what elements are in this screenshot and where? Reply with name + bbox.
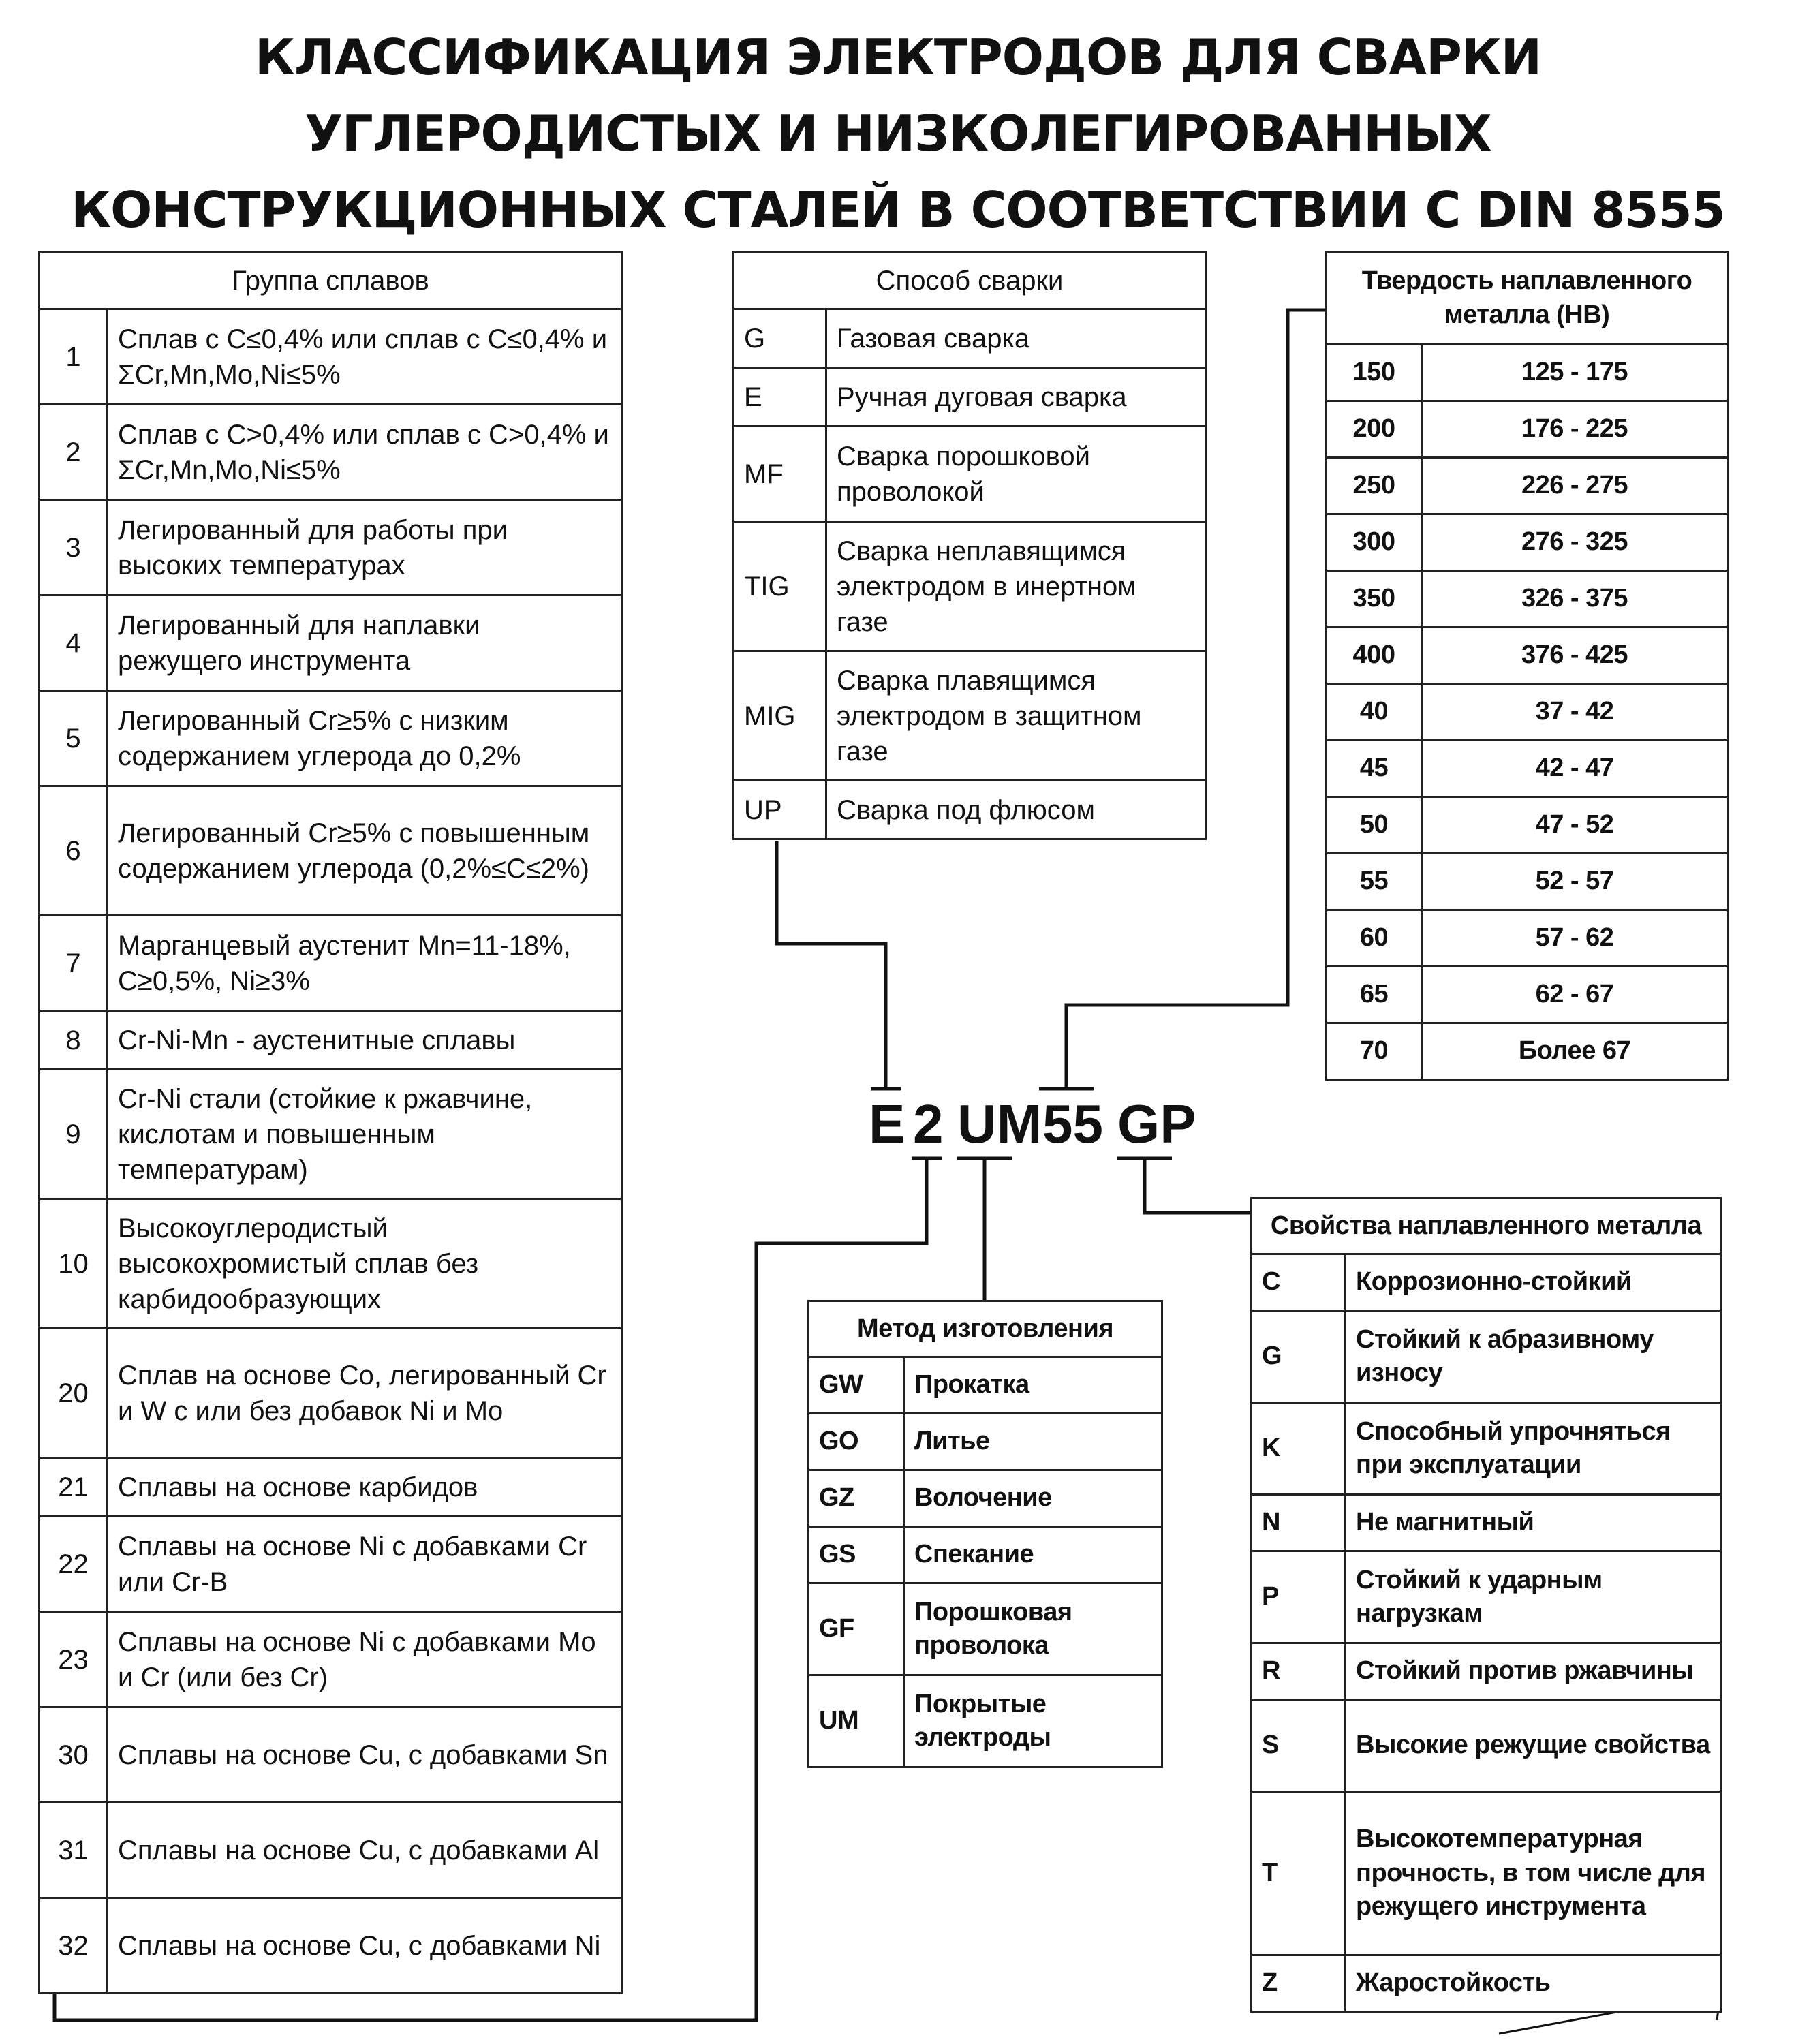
method-row-desc: Ручная дуговая сварка (826, 368, 1206, 427)
alloy-row (40, 1707, 622, 1803)
hardness-row (1327, 967, 1728, 1023)
hardness-row-code: 150 (1327, 345, 1422, 401)
alloy-row-desc: Сплав с C≤0,4% или сплав с C≤0,4% и ΣCr,Mn,Mo,Ni≤5% (108, 309, 622, 405)
method-row-desc: Сварка под флюсом (826, 781, 1206, 839)
alloy-row-desc: Сплавы на основе Ni с добавками Mo и Cr (или без Cr) (108, 1612, 622, 1707)
properties-table (1250, 1197, 1722, 2013)
method-row (734, 781, 1206, 839)
manufacture-row-code: GS (809, 1527, 904, 1583)
connector-properties (1145, 1158, 1250, 1213)
alloy-row-code: 1 (40, 309, 108, 405)
properties-row-code: T (1252, 1792, 1346, 1955)
hardness-row-code: 55 (1327, 854, 1422, 910)
hardness-row (1327, 910, 1728, 967)
alloy-row-code: 22 (40, 1517, 108, 1612)
properties-row (1252, 1700, 1721, 1792)
method-row-desc: Сварка порошковой проволокой (826, 427, 1206, 522)
alloy-row-desc: Легированный Cr≥5% с повышенным содержанием углерода (0,2%≤C≤2%) (108, 786, 622, 916)
manufacture-row-desc: Порошковая проволока (904, 1583, 1162, 1675)
manufacture-row-code: UM (809, 1675, 904, 1767)
alloy-row (40, 1898, 622, 1994)
hardness-row-code: 70 (1327, 1023, 1422, 1080)
manufacture-row (809, 1470, 1162, 1527)
manufacture-header: Метод изготовления (809, 1301, 1162, 1357)
alloy-group-header: Группа сплавов (40, 252, 622, 309)
properties-row (1252, 1643, 1721, 1700)
hardness-row-code: 40 (1327, 684, 1422, 741)
manufacture-row-desc: Прокатка (904, 1357, 1162, 1414)
hardness-row (1327, 458, 1728, 514)
alloy-row-desc: Сплавы на основе Cu, с добавками Al (108, 1803, 622, 1898)
alloy-row-code: 7 (40, 916, 108, 1011)
properties-row-desc: Способный упрочняться при эксплуатации (1346, 1403, 1721, 1495)
code-properties: GP (1117, 1094, 1196, 1154)
manufacture-row (809, 1583, 1162, 1675)
alloy-row-desc: Марганцевый аустенит Mn=11-18%, C≥0,5%, Ni≥3% (108, 916, 622, 1011)
hardness-row-code: 350 (1327, 571, 1422, 628)
properties-row (1252, 1403, 1721, 1495)
hardness-row (1327, 1023, 1728, 1080)
hardness-table (1325, 251, 1729, 1081)
code-manufacture: UM (957, 1094, 1042, 1154)
code-hardness: 55 (1042, 1094, 1103, 1154)
alloy-row (40, 1011, 622, 1070)
manufacture-row (809, 1357, 1162, 1414)
welding-method-header: Способ сварки (734, 252, 1206, 309)
method-row-desc: Газовая сварка (826, 309, 1206, 368)
manufacture-row-desc: Волочение (904, 1470, 1162, 1527)
alloy-row (40, 1070, 622, 1199)
connector-method (777, 841, 886, 1089)
alloy-row (40, 691, 622, 786)
hardness-row (1327, 854, 1728, 910)
manufacture-row-code: GF (809, 1583, 904, 1675)
properties-row (1252, 1311, 1721, 1403)
hardness-row-code: 45 (1327, 741, 1422, 797)
hardness-row (1327, 684, 1728, 741)
manufacture-row-code: GZ (809, 1470, 904, 1527)
code-welding-method: E (869, 1094, 905, 1154)
hardness-row-range: 57 - 62 (1422, 910, 1728, 967)
alloy-row-desc: Высокоуглеродистый высокохромистый сплав без карбидообразующих (108, 1199, 622, 1329)
hardness-row (1327, 741, 1728, 797)
welding-method-table (732, 251, 1207, 840)
properties-row (1252, 1254, 1721, 1311)
alloy-row-code: 3 (40, 500, 108, 595)
method-row-desc: Сварка неплавящимся электродом в инертном газе (826, 522, 1206, 651)
method-row-code: UP (734, 781, 826, 839)
properties-row (1252, 1955, 1721, 2012)
hardness-row-range: 52 - 57 (1422, 854, 1728, 910)
properties-row-desc: Высокие режущие свойства (1346, 1700, 1721, 1792)
method-row (734, 651, 1206, 781)
electrode-code (862, 1094, 1203, 1155)
method-row-code: MIG (734, 651, 826, 781)
hardness-row (1327, 514, 1728, 571)
properties-row-desc: Коррозионно-стойкий (1346, 1254, 1721, 1311)
alloy-row (40, 916, 622, 1011)
method-row-desc: Сварка плавящимся электродом в защитном газе (826, 651, 1206, 781)
alloy-row (40, 500, 622, 595)
alloy-row-code: 23 (40, 1612, 108, 1707)
alloy-row-desc: Легированный Cr≥5% с низким содержанием углерода до 0,2% (108, 691, 622, 786)
alloy-row-desc: Легированный для наплавки режущего инструмента (108, 595, 622, 691)
alloy-row (40, 1517, 622, 1612)
manufacture-row (809, 1527, 1162, 1583)
hardness-header: Твердость наплавленного металла (HB) (1327, 252, 1728, 345)
alloy-row-code: 2 (40, 405, 108, 500)
hardness-row-range: 176 - 225 (1422, 401, 1728, 458)
alloy-row (40, 1458, 622, 1517)
method-row (734, 309, 1206, 368)
alloy-row-desc: Легированный для работы при высоких температурах (108, 500, 622, 595)
alloy-row-code: 4 (40, 595, 108, 691)
alloy-row-desc: Cr-Ni-Mn - аустенитные сплавы (108, 1011, 622, 1070)
manufacture-row (809, 1414, 1162, 1470)
title-line-1: КЛАССИФИКАЦИЯ ЭЛЕКТРОДОВ ДЛЯ СВАРКИ (255, 29, 1541, 86)
hardness-row-code: 65 (1327, 967, 1422, 1023)
properties-row-code: C (1252, 1254, 1346, 1311)
alloy-row-desc: Сплав на основе Co, легированный Cr и W с или без добавок Ni и Mo (108, 1329, 622, 1458)
hardness-row-range: 62 - 67 (1422, 967, 1728, 1023)
alloy-row-desc: Сплавы на основе Cu, с добавками Sn (108, 1707, 622, 1803)
method-row-code: E (734, 368, 826, 427)
properties-row-desc: Не магнитный (1346, 1495, 1721, 1551)
title-line-2: УГЛЕРОДИСТЫХ И НИЗКОЛЕГИРОВАННЫХ (305, 105, 1491, 162)
alloy-row (40, 405, 622, 500)
properties-header: Свойства наплавленного металла (1252, 1198, 1721, 1254)
alloy-row-code: 32 (40, 1898, 108, 1994)
properties-row-code: Z (1252, 1955, 1346, 2012)
hardness-row-code: 300 (1327, 514, 1422, 571)
hardness-row-range: 326 - 375 (1422, 571, 1728, 628)
manufacture-table (807, 1300, 1163, 1768)
hardness-row (1327, 401, 1728, 458)
method-row-code: TIG (734, 522, 826, 651)
properties-row (1252, 1792, 1721, 1955)
method-row-code: G (734, 309, 826, 368)
hardness-row-range: 47 - 52 (1422, 797, 1728, 854)
properties-row-desc: Высокотемпературная прочность, в том числе для режущего инструмента (1346, 1792, 1721, 1955)
manufacture-row (809, 1675, 1162, 1767)
alloy-row (40, 1612, 622, 1707)
properties-row (1252, 1495, 1721, 1551)
code-alloy-group: 2 (913, 1094, 944, 1154)
hardness-row (1327, 797, 1728, 854)
properties-row-desc: Жаростойкость (1346, 1955, 1721, 2012)
hardness-row-code: 50 (1327, 797, 1422, 854)
hardness-row-code: 400 (1327, 628, 1422, 684)
alloy-row-code: 20 (40, 1329, 108, 1458)
properties-row-code: P (1252, 1551, 1346, 1643)
alloy-row-code: 21 (40, 1458, 108, 1517)
hardness-row-range: Более 67 (1422, 1023, 1728, 1080)
alloy-row-desc: Сплавы на основе Ni с добавками Cr или Cr-B (108, 1517, 622, 1612)
properties-row-code: S (1252, 1700, 1346, 1792)
manufacture-row-code: GW (809, 1357, 904, 1414)
method-row (734, 427, 1206, 522)
hardness-row-range: 226 - 275 (1422, 458, 1728, 514)
alloy-row-code: 8 (40, 1011, 108, 1070)
alloy-row-desc: Сплав с C>0,4% или сплав с C>0,4% и ΣCr,Mn,Mo,Ni≤5% (108, 405, 622, 500)
alloy-row-code: 9 (40, 1070, 108, 1199)
hardness-row (1327, 571, 1728, 628)
hardness-row (1327, 345, 1728, 401)
hardness-row-range: 376 - 425 (1422, 628, 1728, 684)
properties-row-desc: Стойкий против ржавчины (1346, 1643, 1721, 1700)
alloy-row-desc: Сплавы на основе Cu, с добавками Ni (108, 1898, 622, 1994)
alloy-row-code: 6 (40, 786, 108, 916)
method-row (734, 522, 1206, 651)
alloy-row (40, 1329, 622, 1458)
manufacture-row-desc: Спекание (904, 1527, 1162, 1583)
manufacture-row-desc: Литье (904, 1414, 1162, 1470)
properties-row-desc: Стойкий к ударным нагрузкам (1346, 1551, 1721, 1643)
properties-row-code: K (1252, 1403, 1346, 1495)
alloy-row-code: 31 (40, 1803, 108, 1898)
alloy-row (40, 309, 622, 405)
manufacture-row-code: GO (809, 1414, 904, 1470)
hardness-row-code: 60 (1327, 910, 1422, 967)
alloy-row (40, 1199, 622, 1329)
properties-row-code: R (1252, 1643, 1346, 1700)
alloy-row-desc: Cr-Ni стали (стойкие к ржавчине, кислотам и повышенным температурам) (108, 1070, 622, 1199)
alloy-row-code: 5 (40, 691, 108, 786)
properties-row-desc: Стойкий к абразивному износу (1346, 1311, 1721, 1403)
alloy-row-code: 30 (40, 1707, 108, 1803)
properties-row-code: G (1252, 1311, 1346, 1403)
method-row (734, 368, 1206, 427)
alloy-row-code: 10 (40, 1199, 108, 1329)
hardness-row (1327, 628, 1728, 684)
hardness-row-range: 42 - 47 (1422, 741, 1728, 797)
alloy-row (40, 786, 622, 916)
properties-row-code: N (1252, 1495, 1346, 1551)
hardness-row-range: 276 - 325 (1422, 514, 1728, 571)
alloy-row (40, 1803, 622, 1898)
hardness-row-range: 37 - 42 (1422, 684, 1728, 741)
hardness-row-code: 200 (1327, 401, 1422, 458)
hardness-row-code: 250 (1327, 458, 1422, 514)
hardness-row-range: 125 - 175 (1422, 345, 1728, 401)
alloy-row-desc: Сплавы на основе карбидов (108, 1458, 622, 1517)
alloy-group-table (38, 251, 623, 1994)
properties-row (1252, 1551, 1721, 1643)
method-row-code: MF (734, 427, 826, 522)
title-line-3: КОНСТРУКЦИОННЫХ СТАЛЕЙ В СООТВЕТСТВИИ С DIN 8555 (71, 181, 1725, 238)
manufacture-row-desc: Покрытые электроды (904, 1675, 1162, 1767)
alloy-row (40, 595, 622, 691)
